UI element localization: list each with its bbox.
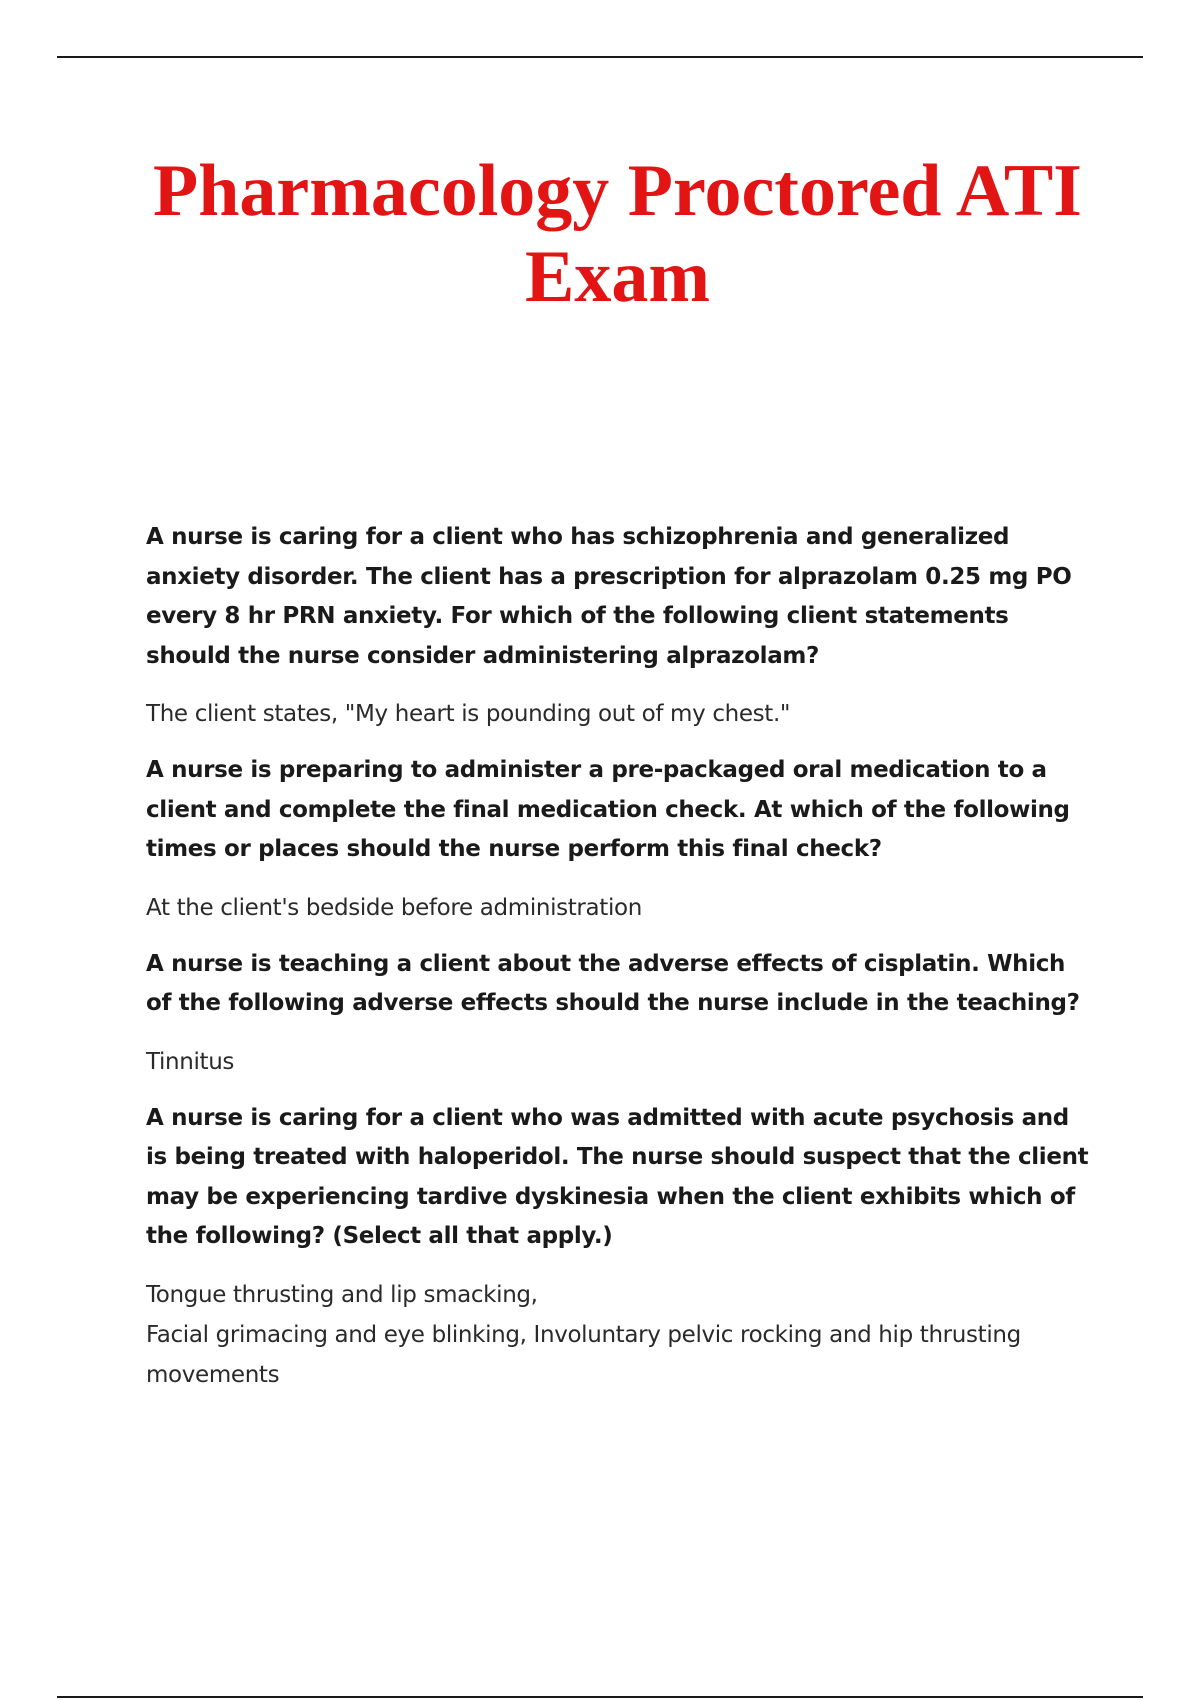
qa-item xyxy=(146,751,1096,928)
bottom-rule xyxy=(57,1696,1143,1698)
answer-line: At the client's bedside before administration xyxy=(146,894,642,921)
question-list xyxy=(146,518,1096,1412)
question-text: A nurse is preparing to administer a pre-packaged oral medication to a client and complete the final medication check. At which of the following times or places should the nurse perform this final check? xyxy=(146,757,1070,862)
question-text: A nurse is caring for a client who was admitted with acute psychosis and is being treated with haloperidol. The nurse should suspect that the client may be experiencing tardive dyskinesia when the client exhibits which of the following? (Select all that apply.) xyxy=(146,1104,1089,1249)
document-title: Pharmacology Proctored ATI Exam xyxy=(153,150,1082,318)
answer-line: The client states, "My heart is pounding out of my chest." xyxy=(146,701,791,727)
answer-text xyxy=(146,694,1096,734)
answer-line: Tinnitus xyxy=(146,1048,235,1075)
answer-text xyxy=(146,1042,1096,1082)
qa-item xyxy=(146,945,1096,1082)
answer-text xyxy=(146,888,1096,928)
top-rule xyxy=(57,56,1143,58)
qa-item xyxy=(146,518,1096,734)
answer-text xyxy=(146,1275,1096,1395)
question-text: A nurse is caring for a client who has schizophrenia and generalized anxiety disorder. The client has a prescription for alprazolam 0.25 mg PO every 8 hr PRN anxiety. For which of the following client statements should the nurse consider administering alprazolam? xyxy=(146,524,1072,669)
qa-item xyxy=(146,1099,1096,1395)
answer-line: Tongue thrusting and lip smacking, xyxy=(146,1281,538,1308)
answer-line: Facial grimacing and eye blinking, Involuntary pelvic rocking and hip thrusting movements xyxy=(146,1321,1021,1388)
question-text: A nurse is teaching a client about the adverse effects of cisplatin. Which of the following adverse effects should the nurse include in the teaching? xyxy=(146,950,1080,1016)
